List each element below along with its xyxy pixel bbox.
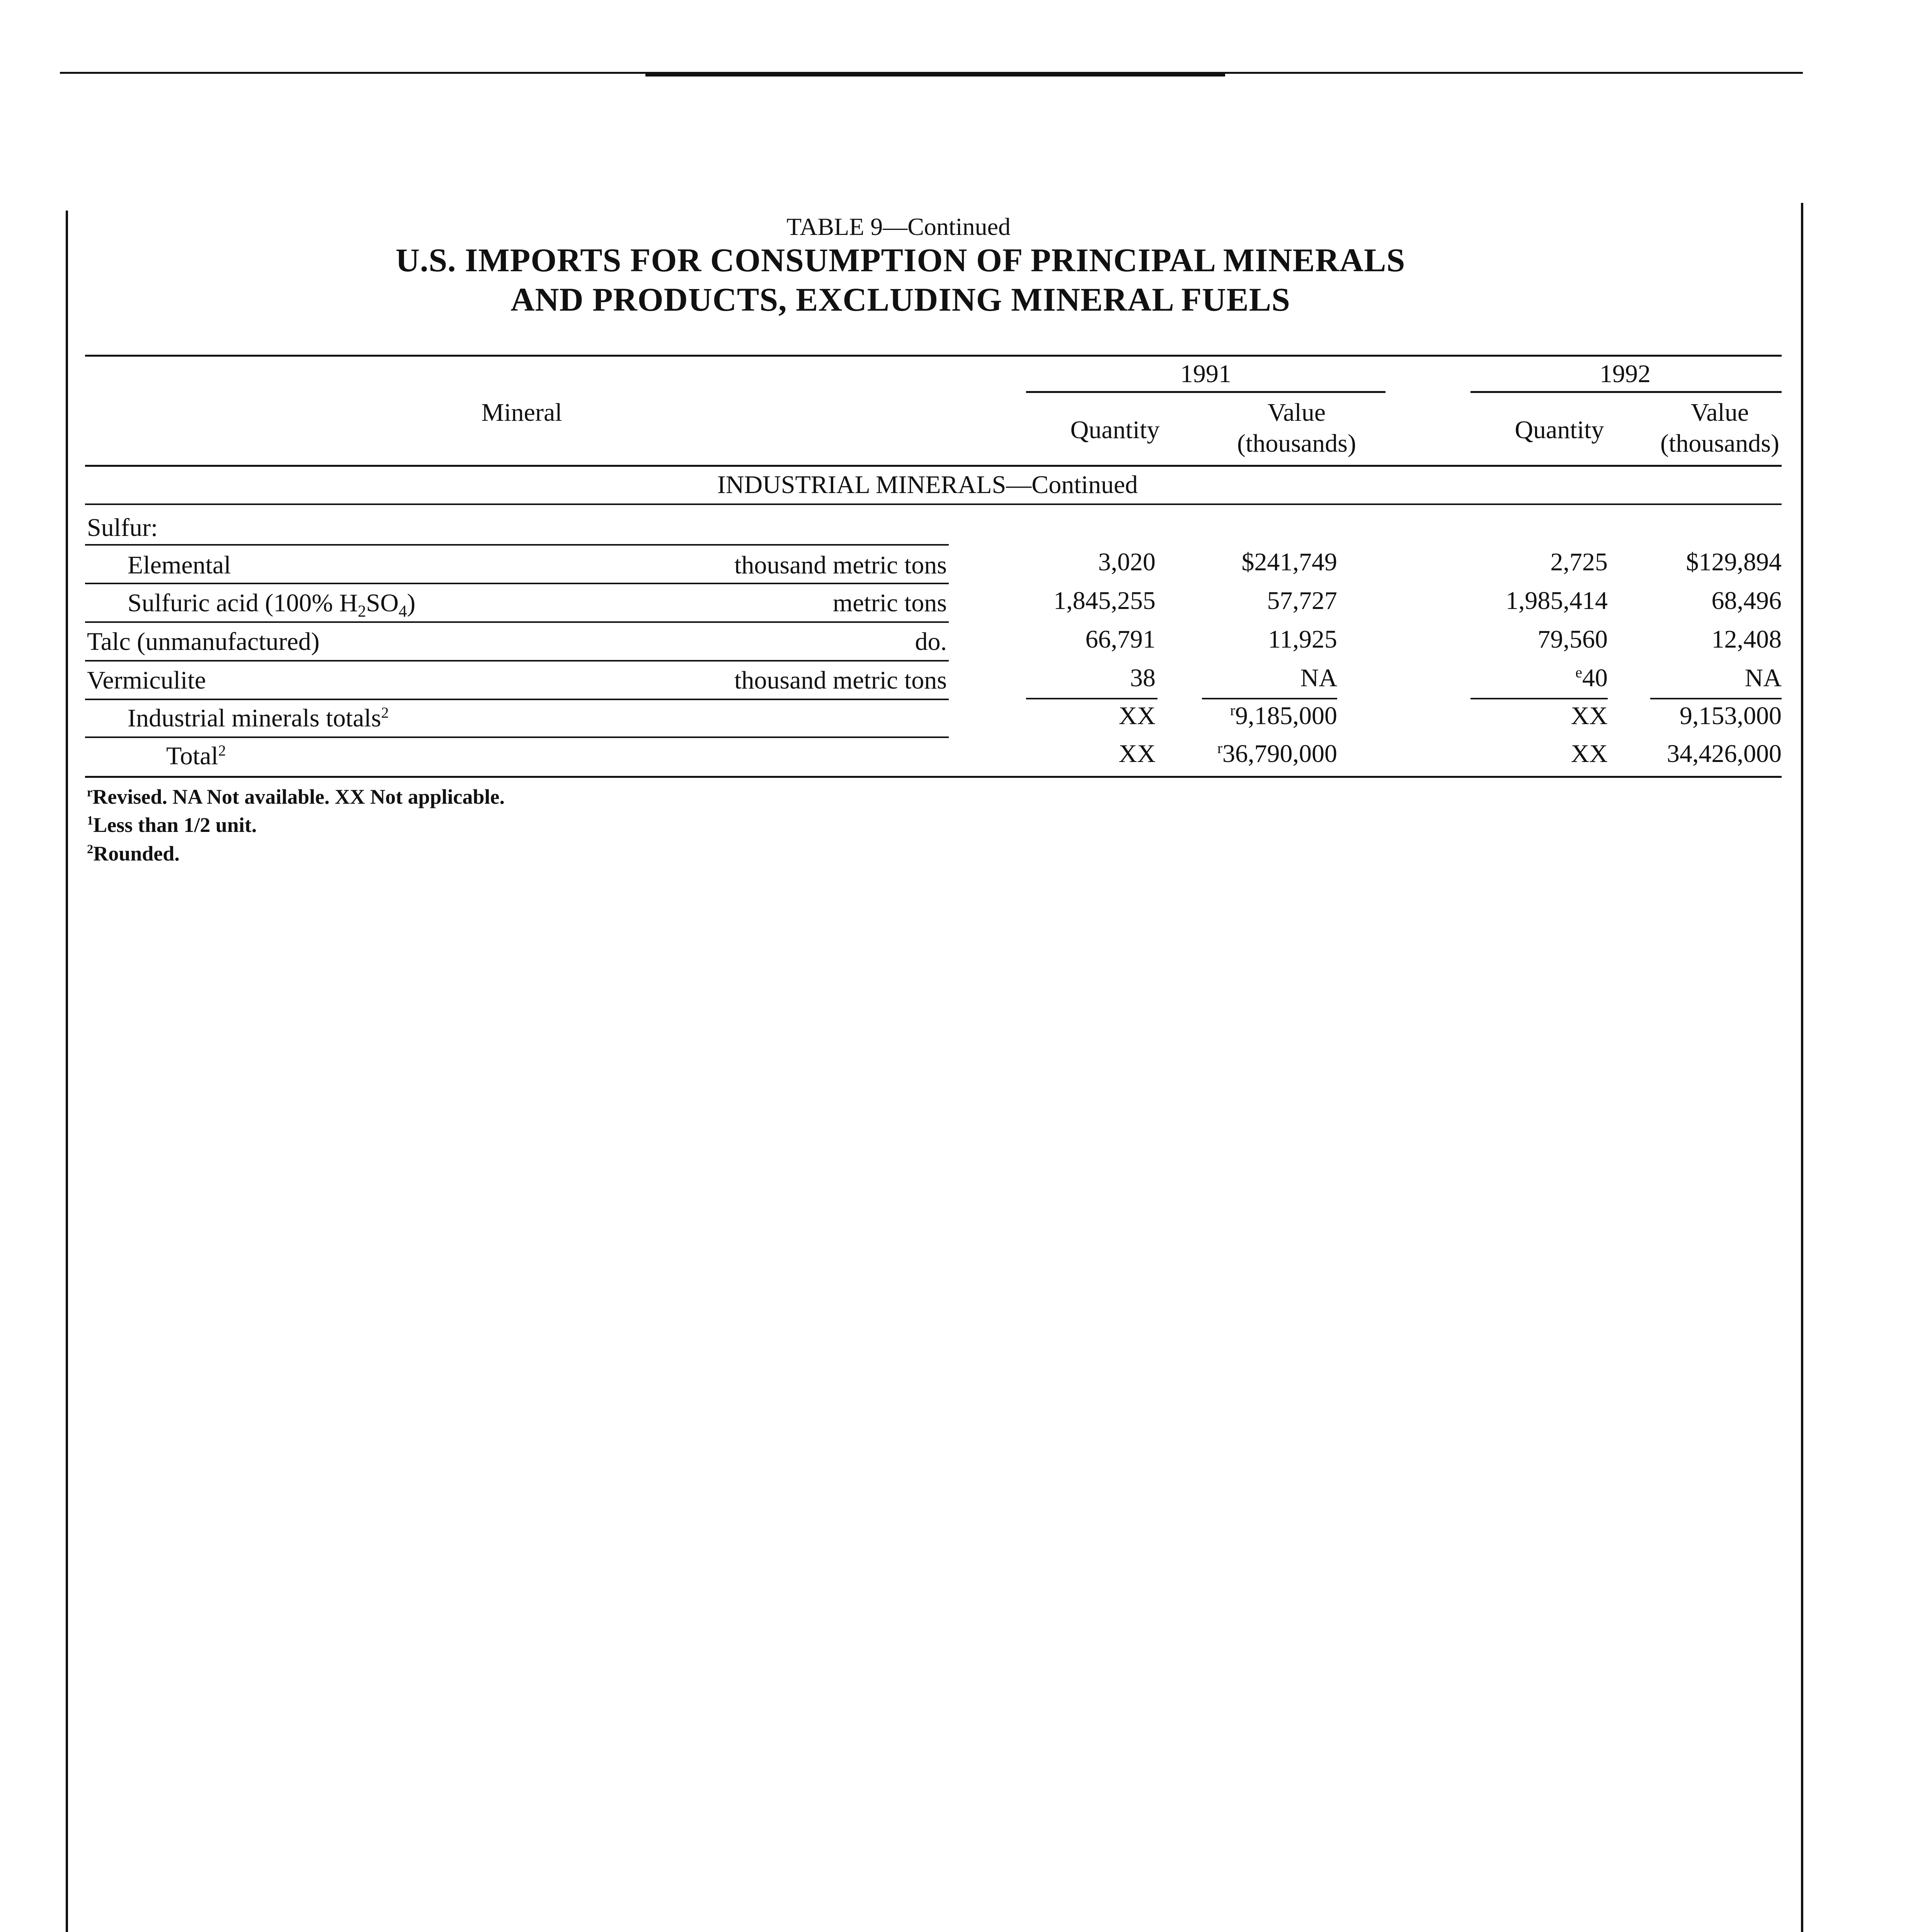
- row-elemental-label: Elemental: [128, 551, 231, 579]
- table-title-line2: AND PRODUCTS, EXCLUDING MINERAL FUELS: [511, 281, 1290, 318]
- row-rule: [85, 621, 949, 623]
- row-talc-v1992: 12,408: [1711, 625, 1782, 653]
- row-sulfuric-v1992: 68,496: [1711, 587, 1782, 615]
- row-elemental-q1992: 2,725: [1550, 548, 1608, 576]
- row-industrial-totals-q1992: XX: [1571, 702, 1608, 730]
- row-talc-q1992: 79,560: [1537, 625, 1608, 653]
- row-total-q1992: XX: [1571, 740, 1608, 768]
- left-border: [66, 211, 68, 1932]
- subtotal-rule-v1991: [1202, 698, 1337, 699]
- section-rule: [85, 503, 1782, 505]
- header-quantity-1992: Quantity: [1515, 416, 1604, 444]
- row-elemental-unit: thousand metric tons: [734, 551, 947, 579]
- row-vermiculite-label: Vermiculite: [87, 666, 206, 694]
- row-talc-v1991: 11,925: [1268, 625, 1337, 653]
- row-talc-label: Talc (unmanufactured): [87, 628, 320, 656]
- header-value-1991-line1: Value: [1267, 398, 1326, 427]
- row-rule: [85, 736, 949, 738]
- row-total-label: Total$^2$: [166, 742, 226, 770]
- row-rule: [85, 699, 949, 700]
- top-rule-thick: [645, 72, 1225, 77]
- row-industrial-totals-v1992: 9,153,000: [1680, 702, 1782, 730]
- row-sulfuric-q1991: 1,845,255: [1054, 587, 1156, 615]
- row-total-v1991: $^r$36,790,000: [1217, 740, 1337, 768]
- header-mineral: Mineral: [481, 398, 562, 427]
- row-talc-q1991: 66,791: [1085, 625, 1156, 653]
- year-1992: 1992: [1600, 360, 1651, 388]
- subtotal-rule-q1992: [1471, 698, 1608, 699]
- header-value-1992-line2: (thousands): [1660, 429, 1779, 457]
- row-sulfur-label: Sulfur:: [87, 514, 158, 542]
- right-border: [1801, 203, 1803, 1932]
- row-total-v1992: 34,426,000: [1667, 740, 1782, 768]
- row-rule: [85, 583, 949, 584]
- row-sulfuric-q1992: 1,985,414: [1506, 587, 1608, 615]
- year-1991-rule: [1026, 391, 1385, 393]
- row-rule: [85, 660, 949, 662]
- row-rule: [85, 544, 949, 546]
- footnote-revised: $^r$Revised. NA Not available. XX Not applicable.: [87, 785, 505, 808]
- row-sulfuric-unit: metric tons: [832, 589, 947, 617]
- row-industrial-totals-q1991: XX: [1118, 702, 1156, 730]
- row-vermiculite-unit: thousand metric tons: [734, 666, 947, 694]
- row-sulfuric-v1991: 57,727: [1267, 587, 1337, 615]
- row-vermiculite-v1992: NA: [1745, 664, 1782, 692]
- row-vermiculite-v1991: NA: [1300, 664, 1337, 692]
- row-elemental-v1991: $241,749: [1241, 548, 1337, 576]
- header-quantity-1991: Quantity: [1070, 416, 1160, 444]
- header-value-1991-line2: (thousands): [1237, 429, 1356, 457]
- table-bottom-rule: [85, 776, 1782, 778]
- year-1992-rule: [1471, 391, 1782, 393]
- row-vermiculite-q1991: 38: [1130, 664, 1156, 692]
- row-industrial-totals-label: Industrial minerals totals$^2$: [128, 704, 389, 732]
- subtotal-rule-q1991: [1026, 698, 1157, 699]
- table-title-line1: U.S. IMPORTS FOR CONSUMPTION OF PRINCIPAL MINERALS: [395, 242, 1406, 279]
- row-total-q1991: XX: [1118, 740, 1156, 768]
- subtotal-rule-v1992: [1650, 698, 1782, 699]
- year-1991: 1991: [1180, 360, 1231, 388]
- row-vermiculite-q1992: $^e$40: [1575, 664, 1608, 692]
- row-industrial-totals-v1991: $^r$9,185,000: [1230, 702, 1337, 730]
- section-heading: INDUSTRIAL MINERALS—Continued: [717, 471, 1138, 499]
- row-sulfuric-label: Sulfuric acid (100% $H_2SO_4$): [128, 589, 415, 621]
- footnote-1: $^1$Less than 1/2 unit.: [87, 813, 257, 837]
- footnote-2: $^2$Rounded.: [87, 842, 180, 865]
- table-top-rule: [85, 355, 1782, 357]
- row-elemental-v1992: $129,894: [1686, 548, 1782, 576]
- header-value-1992-line1: Value: [1690, 398, 1749, 427]
- row-talc-unit: do.: [915, 628, 947, 656]
- row-elemental-q1991: 3,020: [1098, 548, 1156, 576]
- header-bottom-rule: [85, 465, 1782, 467]
- table-label: TABLE 9—Continued: [786, 213, 1011, 240]
